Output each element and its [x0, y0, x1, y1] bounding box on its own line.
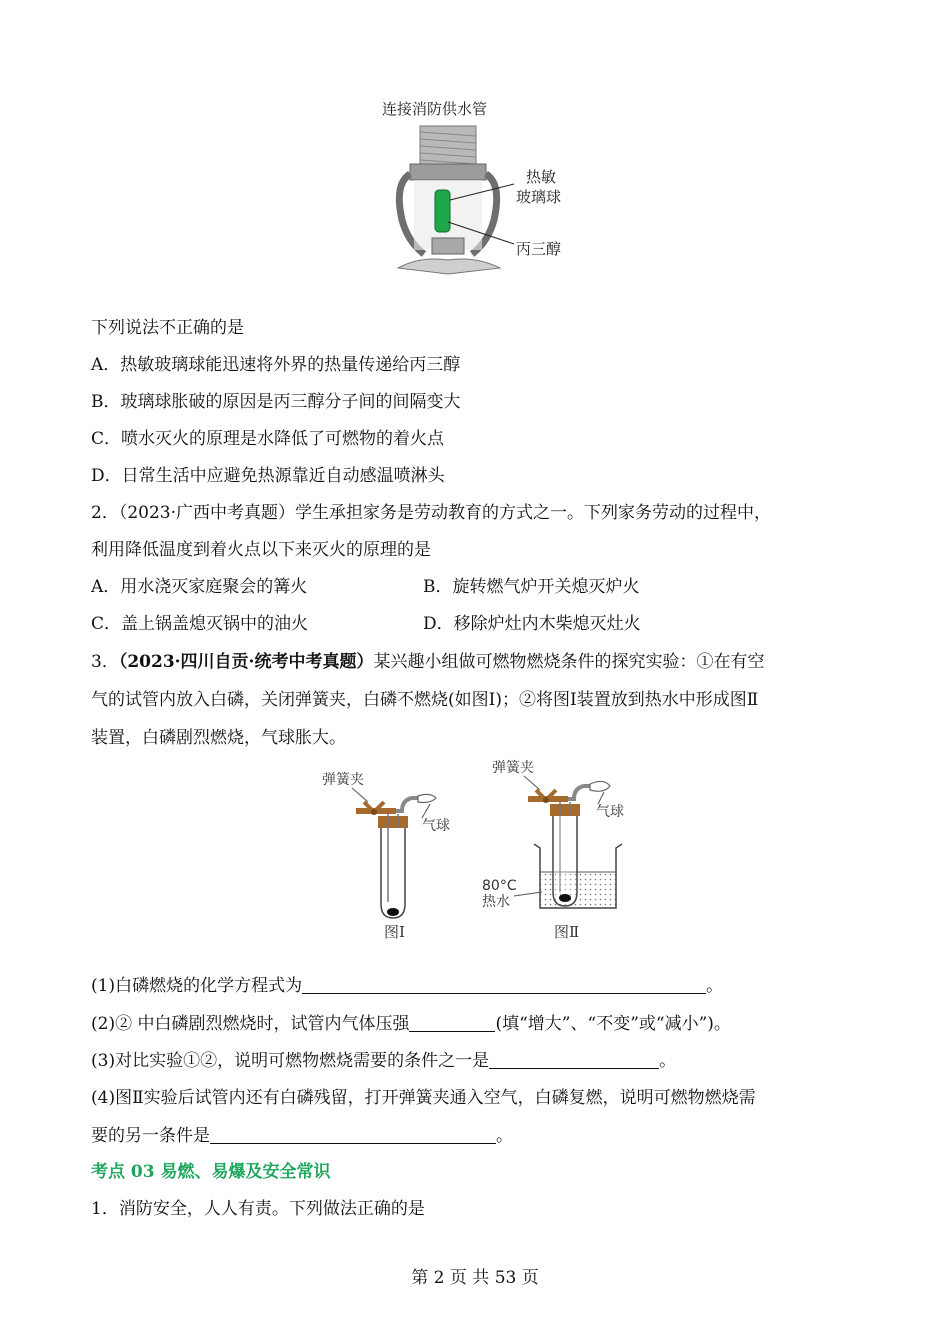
q1-stem: 下列说法不正确的是 [91, 318, 244, 338]
q3-sub3 [91, 1049, 676, 1073]
q3-sub4-answer-blank[interactable] [210, 1125, 496, 1144]
fig2-water-label: 热水 [482, 894, 510, 910]
fig2-balloon-label: 气球 [596, 804, 624, 820]
fig1-test-tube-icon [381, 828, 405, 918]
q3-sub4-line2 [91, 1124, 513, 1148]
q3-sub4-line1: (4)图Ⅱ实验后试管内还有白磷残留，打开弹簧夹通入空气，白磷复燃，说明可燃物燃烧需 [91, 1088, 756, 1108]
q2-line2: 利用降低温度到着火点以下来灭火的原理的是 [91, 540, 431, 560]
q2-options-row1 [91, 575, 640, 599]
fig1-white-phosphorus [387, 908, 399, 916]
q3-sub3-suffix: 。 [659, 1051, 677, 1071]
q1-option-b: B．玻璃球胀破的原因是丙三醇分子间的间隔变大 [91, 392, 461, 412]
sprinkler-thread [410, 126, 486, 180]
fig2-stopper [550, 804, 580, 816]
q2-options-row2 [91, 612, 641, 636]
q3-line1 [91, 650, 764, 674]
fig2-white-phosphorus [559, 894, 571, 902]
q3-sub2-suffix: (填“增大”、“不变”或“减小”)。 [495, 1014, 731, 1034]
q3-number: 3． [91, 652, 119, 672]
fig1-stopper [378, 816, 408, 828]
q3-sub2-answer-blank[interactable] [409, 1013, 495, 1032]
q2-option-c: C．盖上锅盖熄灭锅中的油火 [91, 614, 309, 634]
fig1-balloon-icon [418, 794, 436, 802]
section-title: 考点 03 易燃、易爆及安全常识 [91, 1162, 331, 1182]
figure-2 [482, 760, 624, 941]
q3-sub2-text: (2)② 中白磷剧烈燃烧时，试管内气体压强 [91, 1014, 410, 1034]
fig2-clip-label: 弹簧夹 [492, 760, 534, 776]
q1-option-d: D．日常生活中应避免热源靠近自动感温喷淋头 [91, 466, 445, 486]
q3-sub1-suffix: 。 [706, 976, 724, 996]
q3-sub1 [91, 974, 723, 998]
fig2-beaker-icon [534, 844, 622, 908]
q3-sub3-answer-blank[interactable] [489, 1050, 659, 1069]
q3-sub4-text: 要的另一条件是 [91, 1126, 210, 1146]
label-liquid: 丙三醇 [516, 240, 562, 258]
q3-sub2 [91, 1012, 731, 1036]
q3-line1-text: 某兴趣小组做可燃物燃烧条件的探究实验：①在有空 [373, 652, 765, 672]
fig1-balloon-label: 气球 [422, 818, 450, 834]
fig1-spring-clip-icon [356, 802, 396, 815]
fig2-spring-clip-icon [528, 790, 568, 803]
figure-1 [322, 772, 450, 941]
fig2-balloon-icon [590, 781, 610, 791]
q1-option-a: A．热敏玻璃球能迅速将外界的热量传递给丙三醇 [91, 355, 461, 375]
q2-line1: 2．（2023·广西中考真题）学生承担家务是劳动教育的方式之一。下列家务劳动的过程中， [91, 503, 771, 523]
label-glass-line2: 玻璃球 [516, 188, 562, 206]
q2-option-a: A．用水浇灭家庭聚会的篝火 [91, 577, 308, 597]
glass-bulb-icon [435, 190, 450, 232]
q3-line3: 装置，白磷剧烈燃烧，气球胀大。 [91, 728, 346, 748]
q2-option-d: D．移除炉灶内木柴熄灭灶火 [423, 614, 641, 634]
sprinkler-figure [380, 92, 600, 278]
fig2-test-tube-icon [553, 816, 577, 906]
q3-line2: 气的试管内放入白磷，关闭弹簧夹，白磷不燃烧(如图Ⅰ)；②将图Ⅰ装置放到热水中形成图Ⅱ [91, 690, 759, 710]
q3-sub1-answer-blank[interactable] [302, 975, 706, 994]
caption-fig1: 图Ⅰ [384, 923, 405, 941]
q2-option-b: B．旋转燃气炉开关熄灭炉火 [423, 577, 640, 597]
sprinkler-title: 连接消防供水管 [382, 100, 488, 118]
caption-fig2: 图Ⅱ [554, 923, 580, 941]
q3-sub3-text: (3)对比实验①②，说明可燃物燃烧需要的条件之一是 [91, 1051, 490, 1071]
section-q1-stem: 1．消防安全，人人有责。下列做法正确的是 [91, 1199, 425, 1219]
label-glass-line1: 热敏 [526, 168, 557, 186]
q3-sub4-suffix: 。 [496, 1126, 513, 1146]
fig1-clip-label: 弹簧夹 [322, 772, 364, 788]
q3-source: （2023·四川自贡·统考中考真题） [118, 652, 374, 672]
fig2-temp-label: 80°C [482, 878, 517, 894]
q1-option-c: C．喷水灭火的原理是水降低了可燃物的着火点 [91, 429, 445, 449]
page-footer: 第 2 页 共 53 页 [411, 1268, 539, 1288]
q3-sub1-text: (1)白磷燃烧的化学方程式为 [91, 976, 303, 996]
apparatus-figure [318, 752, 658, 948]
